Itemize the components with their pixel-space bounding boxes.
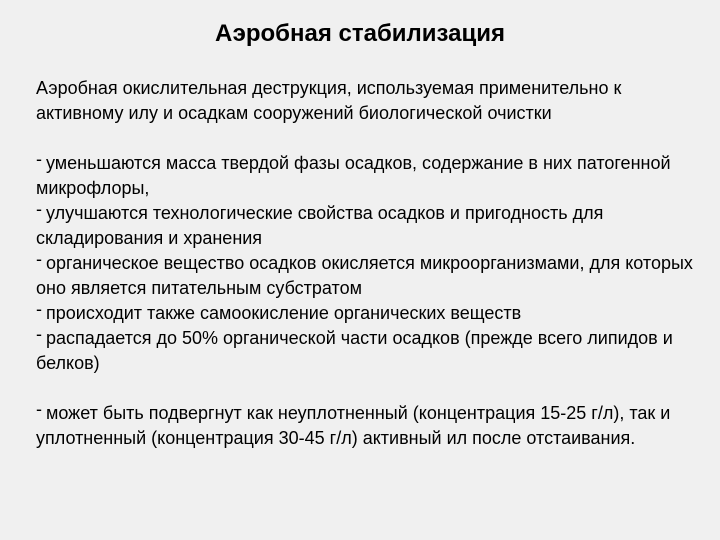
bullet-item (36, 251, 696, 301)
bullet-text: уменьшаются масса твердой фазы осадков, содержание в них патогенной микрофлоры, (36, 153, 671, 198)
slide-body (36, 76, 696, 451)
spacer (36, 126, 696, 151)
dash-marker: - (36, 149, 42, 169)
dash-marker: - (36, 399, 42, 419)
bullet-text: улучшаются технологические свойства осадков и пригодность для складирования и хранения (36, 203, 604, 248)
bullet-text: органическое вещество осадков окисляется микроорганизмами, для которых оно является питательным субстратом (36, 253, 693, 298)
bullet-item (36, 401, 696, 451)
bullet-text: может быть подвергнут как неуплотненный (концентрация 15-25 г/л), так и уплотненный (концентрация 30-45 г/л) активный ил после отстаивания. (36, 403, 671, 448)
dash-marker: - (36, 324, 42, 344)
bullet-text: распадается до 50% органической части осадков (прежде всего липидов и белков) (36, 328, 673, 373)
slide-title: Аэробная стабилизация (214, 20, 506, 47)
bullet-item (36, 301, 696, 326)
bullet-item (36, 151, 696, 201)
bullet-item (36, 201, 696, 251)
dash-marker: - (36, 299, 42, 319)
bullet-text: происходит также самоокисление органических веществ (46, 303, 522, 323)
dash-marker: - (36, 249, 42, 269)
dash-marker: - (36, 199, 42, 219)
spacer (36, 376, 696, 401)
intro-paragraph: Аэробная окислительная деструкция, используемая применительно к активному илу и осадкам сооружений биологической очистки (36, 78, 622, 123)
bullet-item (36, 326, 696, 376)
